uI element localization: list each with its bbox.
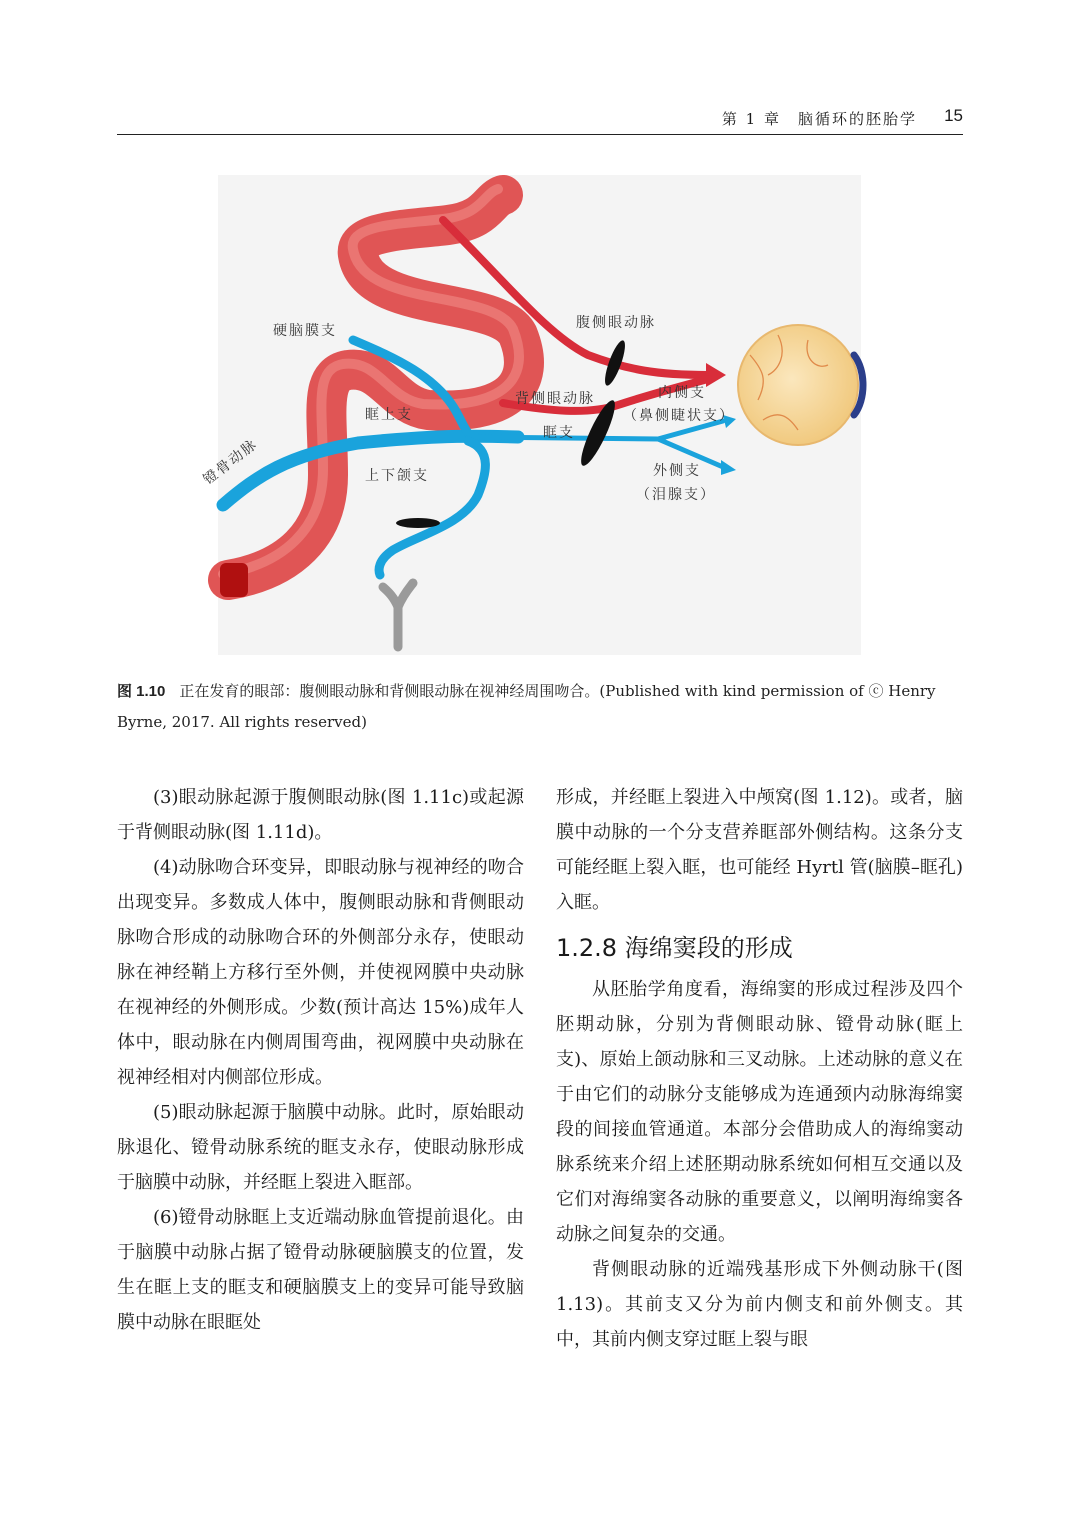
label-ventral-ophthalmic: 腹侧眼动脉 [576,315,656,331]
label-medial-branch-sub: （鼻侧睫状支） [623,408,735,424]
label-lateral-branch: 外侧支 [653,463,701,479]
grey-branch [383,583,413,647]
label-dorsal-ophthalmic: 背侧眼动脉 [515,391,595,407]
figure-illustration [200,175,861,655]
anastomosis-marker-1 [396,518,440,528]
running-header [117,108,963,135]
paragraph: (6)镫骨动脉眶上支近端动脉血管提前退化。由于脑膜中动脉占据了镫骨动脉硬脑膜支的位置，发生在眶上支的眶支和硬脑膜支上的变异可能导致脑膜中动脉在眼眶处 [117,1207,524,1333]
maxillomandibular-branch [379,441,485,575]
label-lateral-branch-sub: （泪腺支） [636,487,716,503]
eyeball [738,325,863,445]
figure-number: 图 1.10 [117,683,166,700]
ventral-arrow-head [706,363,726,387]
paragraph: (5)眼动脉起源于脑膜中动脉。此时，原始眼动脉退化、镫骨动脉系统的眶支永存，使眼动脉形成于脑膜中动脉，并经眶上裂进入眶部。 [117,1102,524,1193]
paragraph: (4)动脉吻合环变异，即眼动脉与视神经的吻合出现变异。多数成人体中，腹侧眼动脉和背侧眼动脉吻合形成的动脉吻合环的外侧部分永存，使眼动脉在神经鞘上方移行至外侧，并使视网膜中央动脉在视神经的外侧形成。少数(预计高达 15%)成年人体中，眼动脉在内侧周围弯曲，视网膜中央动脉在视神经相对内侧部位形成。 [117,857,524,1088]
label-orbital: 眶支 [543,425,575,441]
paragraph-continued: 形成，并经眶上裂进入中颅窝(图 1.12)。或者，脑膜中动脉的一个分支营养眶部外侧结构。这条分支可能经眶上裂入眶，也可能经 Hyrtl 管(脑膜–眶孔)入眶。 [556,787,963,913]
paragraph: (3)眼动脉起源于腹侧眼动脉(图 1.11c)或起源于背侧眼动脉(图 1.11d)。 [117,787,524,843]
paragraph: 背侧眼动脉的近端残基形成下外侧动脉干(图 1.13)。其前支又分为前内侧支和前外侧支。其中，其前内侧支穿过眶上裂与眼 [556,1259,963,1350]
figure-caption [117,676,963,738]
label-stapedial-artery: 镫骨动脉 [200,436,261,489]
label-medial-branch: 内侧支 [658,385,706,401]
page-number: 15 [944,106,963,125]
eye-artery-diagram [200,175,861,655]
caption-text: 正在发育的眼部：腹侧眼动脉和背侧眼动脉在视神经周围吻合。(Published with kind permission of ⓒ Henry Byrne, 2017. All rights reserved) [117,682,936,731]
paragraph: 从胚胎学角度看，海绵窦的形成过程涉及四个胚期动脉，分别为背侧眼动脉、镫骨动脉(眶上支)、原始上颌动脉和三叉动脉。上述动脉的意义在于由它们的动脉分支能够成为连通颈内动脉海绵窦段的间接血管通道。本部分会借助成人的海绵窦动脉系统来介绍上述胚期动脉系统如何相互交通以及它们对海绵窦各动脉的重要意义，以阐明海绵窦各动脉之间复杂的交通。 [556,979,963,1245]
label-dural-branch: 硬脑膜支 [273,323,337,339]
left-column [117,780,524,1340]
label-maxillomandibular: 上下颌支 [365,468,429,484]
chapter-title: 第 1 章 脑循环的胚胎学 [721,110,917,128]
artery-cut-end [220,563,248,597]
section-heading: 1.2.8 海绵窦段的形成 [556,934,793,962]
label-supraorbital: 眶上支 [365,407,413,423]
right-column [556,780,963,1357]
